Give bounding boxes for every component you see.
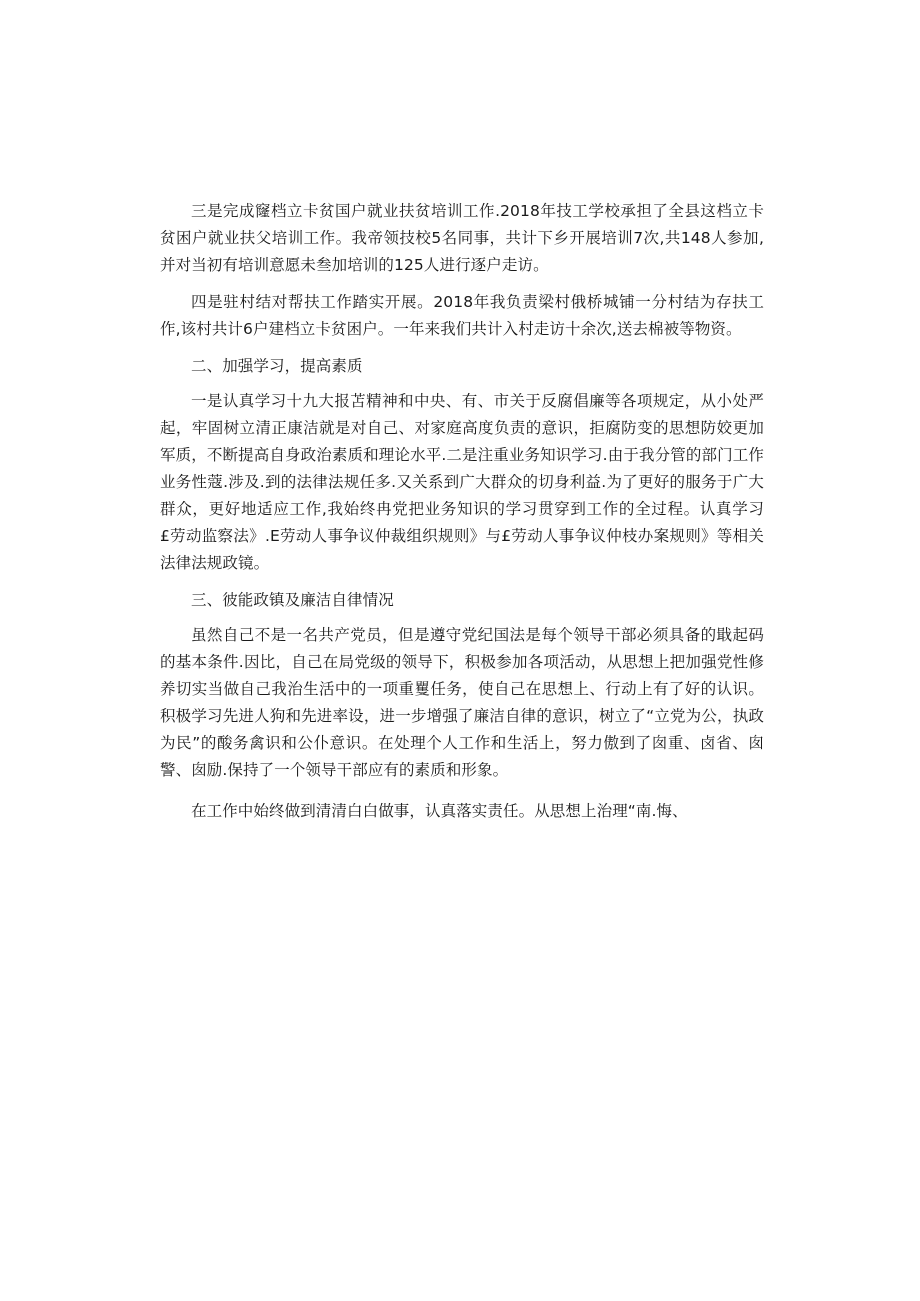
paragraph-study: 一是认真学习十九大报苫精神和中央、有、市关于反腐倡廉等各项规定，从小处严起，牢固树立清正康洁就是对自己、对家庭高度负责的意识，拒腐防变的思想防姣更加军质，不断提高自身政治素质和理论水平.二是注重业务知识学习.由于我分管的部门工作业务性蔻.涉及.到的法律法规任多.又关系到广大群众的切身利益.为了更好的服务于广大群众，更好地适应工作,我始终冉党把业务知识的学习贯穿到工作的全过程。认真学习£劳动监察法》.E劳动人事争议仲裁组织规则》与£劳动人事争议仲枝办案规则》等相关法律法规政镜。 — [160, 392, 764, 572]
paragraph-responsibility: 在工作中始终做到清清白白做事，认真落实责任。从思想上治理“南.悔、 — [191, 802, 688, 820]
section-heading-study: 二、加强学习，提高素质 — [191, 357, 363, 375]
section-heading-integrity: 三、彼能政镇及廉洁自律情况 — [191, 591, 394, 609]
paragraph-village-assistance: 四是驻村结对帮扶工作踏实开展。2018年我负责梁村俄桥城铺一分村结为存扶工作,该村共计6户建档立卡贫困户。一年来我们共计入村走访十余次,送去棉被等物资。 — [160, 293, 764, 338]
paragraph-integrity: 虽然自己不是一名共产党员，但是遵守党纪国法是每个领导干部必须具备的戢起码的基本条件.因比，自己在局党级的领导下，积极参加各项活动，从思想上把加强党性修养切实当做自己我治生活中的一项重矍任务，使自己在思想上、行动上有了好的认识。积极学习先进人狗和先进率设，进一步增强了廉洁自律的意识，树立了“立党为公，执政为民”的酸务禽识和公仆意识。在处理个人工作和生活上，努力傲到了囱重、卤省、囱警、囱励.保持了一个领导干部应有的素质和形象。 — [160, 626, 764, 779]
paragraph-poverty-training: 三是完成窿档立卡贫国户就业扶贫培训工作.2018年技工学校承担了全县这档立卡贫困户就业扶父培训工作。我帝领技校5名同事，共计下乡开展培训7次,共148人参加,并对当初有培训意愿未叁加培训的125人进行逐户走访。 — [160, 202, 764, 274]
document-page — [160, 198, 764, 825]
